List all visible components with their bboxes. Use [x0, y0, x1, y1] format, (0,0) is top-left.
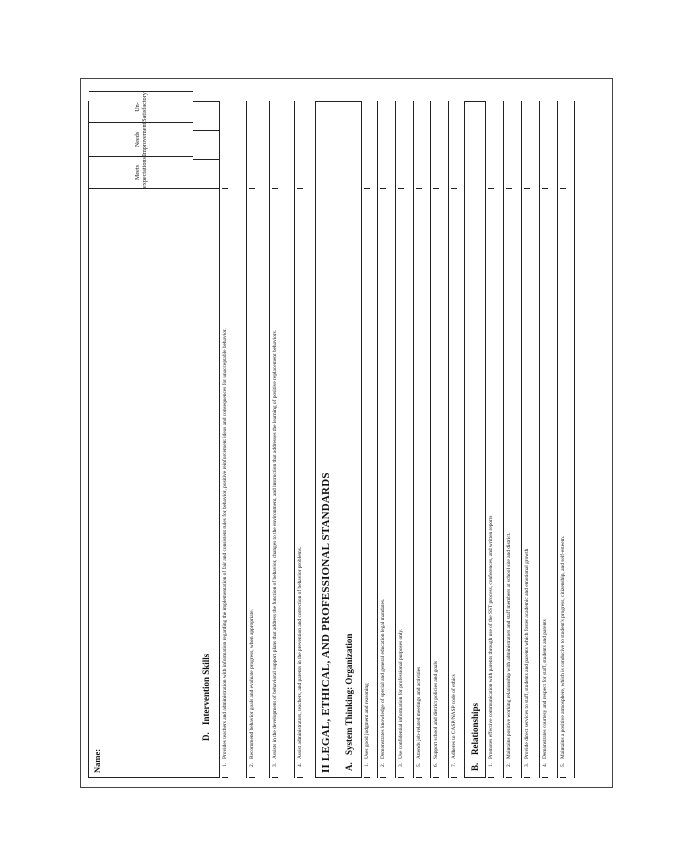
rotated-form	[88, 92, 566, 778]
section-heading-intervention	[193, 101, 219, 778]
list-item: 1. Provides teachers and administration with information regarding the implementation of fair and consistent rules for behavior, positive reinforcement ideas and consequences for unacceptable behavior.	[219, 101, 246, 778]
section-title: Relationships	[470, 702, 480, 755]
section-letter: B.	[470, 762, 480, 771]
list-item: 3. Use confidential information for professional purposes only.	[395, 101, 413, 778]
list-item: 5. Attends job-related meetings and activities	[413, 101, 430, 778]
section-title: System Thinking: Organization	[343, 633, 354, 755]
section-letter: D.	[201, 732, 211, 741]
list-item: 5. Maintains a positive atmosphere, which is conducive to student's progress, citizenship, and self-esteem.	[557, 101, 575, 778]
section-letter: A.	[343, 762, 354, 771]
name-label: Name:	[92, 748, 102, 773]
section-heading-relationships	[465, 101, 485, 778]
list-item: 6. Support school and district policies and goals	[430, 101, 448, 778]
col-needs-improvement: Needs Improvement	[89, 122, 193, 156]
list-item: 4. Demonstrates courtesy and respect for staff, students and parents	[539, 101, 557, 778]
col-unsatisfactory: Un-Satisfactory	[89, 91, 193, 122]
name-field	[89, 188, 193, 778]
evaluation-form	[88, 92, 566, 778]
part-title: II LEGAL, ETHICAL, AND PROFESSIONAL STANDARDS	[316, 101, 336, 778]
list-item: 1. Uses good judgment and reasoning	[361, 101, 377, 778]
list-item: 2. Demonstrates knowledge of special and general education legal mandates.	[377, 101, 395, 778]
section-title: Intervention Skills	[201, 653, 211, 725]
list-item: 7. Adheres to CASP/NASP code of ethics	[448, 101, 465, 778]
list-item: 2. Recommend behavior goals and evaluate progress, when appropriate.	[246, 101, 269, 778]
col-meets-expectations: Meets expectations	[89, 156, 193, 188]
list-item: 3. Provide direct services to staff, students and parents which foster academic and emotional growth	[521, 101, 539, 778]
section-heading-system	[336, 101, 361, 778]
list-item: 4. Assist administrators, teachers, and parents in the prevention and correction of behavior problems.	[294, 101, 316, 778]
list-item: 2. Maintains positive working relationship with administrators and staff members at school site and district.	[503, 101, 521, 778]
list-item: 3. Assists in the development of behavioral support plans that address the function of behavior, changes to the environment, and instruction that addresses the learning of positive replacement behaviors.	[269, 101, 294, 778]
part-heading	[316, 101, 336, 778]
header-row	[88, 92, 193, 778]
list-item: 1. Promotes effective communication with parents through use of the SST process, conferences, and written reports	[485, 101, 503, 778]
